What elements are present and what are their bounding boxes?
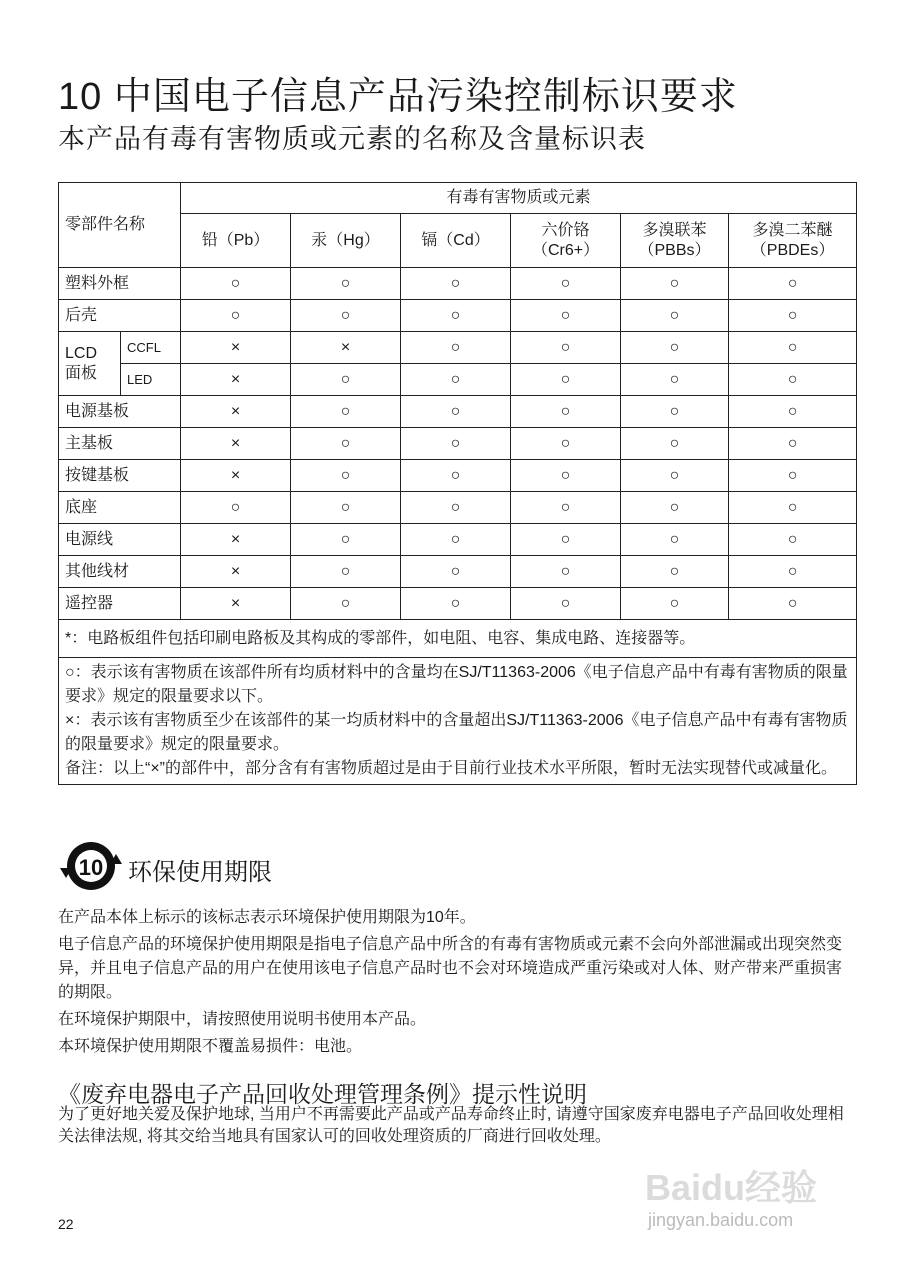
substance-cell: ○ [511,492,621,524]
substance-cell: ○ [621,364,729,396]
substance-cell: × [181,556,291,588]
part-name: 遥控器 [59,588,181,620]
substance-cell: × [291,332,401,364]
note-circle: ○：表示该有害物质在该部件所有均质材料中的含量均在SJ/T11363-2006《电子信息产品中有毒有害物质的限量要求》规定的限量要求以下。 [65,664,848,705]
substance-cell: ○ [729,588,857,620]
column-header: 铅（Pb） [181,214,291,268]
substance-cell: ○ [621,268,729,300]
footnote: *：电路板组件包括印刷电路板及其构成的零部件，如电阻、电容、集成电路、连接器等。 [59,620,857,658]
substance-cell: ○ [291,428,401,460]
part-name: 底座 [59,492,181,524]
substance-cell: ○ [401,460,511,492]
table-row [59,300,857,332]
substance-cell: × [181,428,291,460]
recycle-heading: 《废弃电器电子产品回收处理管理条例》提示性说明 [58,1081,587,1107]
lcd-panel-label: LCD 面板 [59,332,121,396]
substance-cell: ○ [729,364,857,396]
part-name: 其他线材 [59,556,181,588]
substance-cell: ○ [291,364,401,396]
substance-cell: ○ [511,428,621,460]
substance-cell: ○ [181,492,291,524]
table-row [59,428,857,460]
note-cross: ×：表示该有害物质至少在该部件的某一均质材料中的含量超出SJ/T11363-2006《电子信息产品中有毒有害物质的限量要求》规定的限量要求。 [65,712,848,753]
substance-cell: ○ [621,556,729,588]
watermark-url: jingyan.baidu.com [648,1210,794,1230]
substance-cell: ○ [621,460,729,492]
table-row [59,364,857,396]
table-row [59,588,857,620]
substance-cell: ○ [511,396,621,428]
substance-cell: ○ [729,396,857,428]
recycle-text: 为了更好地关爱及保护地球, 当用户不再需要此产品或产品寿命终止时, 请遵守国家废弃电器电子产品回收处理相关法律法规, 将其交给当地具有国家认可的回收处理资质的厂商进行回收处理。 [58,1106,844,1145]
part-name: CCFL [121,332,181,364]
substance-cell: ○ [291,460,401,492]
substance-cell: ○ [401,268,511,300]
substance-cell: ○ [511,332,621,364]
substance-cell: ○ [291,556,401,588]
column-header: 六价铬 （Cr6+） [511,214,621,268]
table-row [59,556,857,588]
substance-cell: ○ [401,300,511,332]
substance-cell: × [181,332,291,364]
substance-cell: × [181,524,291,556]
substance-cell: ○ [511,588,621,620]
substance-cell: ○ [621,300,729,332]
logo-number: 10 [78,855,104,880]
part-name: 电源基板 [59,396,181,428]
column-header: 多溴二苯醚 （PBDEs） [729,214,857,268]
column-header: 汞（Hg） [291,214,401,268]
epup-paragraph: 在环境保护期限中，请按照使用说明书使用本产品。 [58,1011,427,1028]
table-row [59,460,857,492]
part-name: 按键基板 [59,460,181,492]
table-row [59,492,857,524]
part-name: 主基板 [59,428,181,460]
table-row [59,524,857,556]
substance-cell: ○ [729,300,857,332]
epup-paragraph: 电子信息产品的环境保护使用期限是指电子信息产品中所含的有毒有害物质或元素不会向外部泄漏或出现突然变异，并且电子信息产品的用户在使用该电子信息产品时也不会对环境造成严重污染或对人体、财产带来严重损害的期限。 [58,936,843,1001]
part-name: 后壳 [59,300,181,332]
table-row [59,332,857,364]
epup-paragraph: 本环境保护使用期限不覆盖易损件：电池。 [58,1038,363,1055]
substance-cell: ○ [401,524,511,556]
epup-heading: 环保使用期限 [128,859,272,886]
column-header: 多溴联苯 （PBBs） [621,214,729,268]
substance-cell: ○ [729,556,857,588]
substance-cell: ○ [401,588,511,620]
substance-cell: × [181,460,291,492]
part-name: 电源线 [59,524,181,556]
table-row [59,396,857,428]
substance-cell: ○ [511,524,621,556]
substance-cell: ○ [621,492,729,524]
substance-cell: ○ [729,428,857,460]
substance-cell: ○ [181,300,291,332]
substance-cell: ○ [291,300,401,332]
hazardous-substance-table [58,182,857,785]
substance-cell: ○ [291,524,401,556]
part-name: 塑料外框 [59,268,181,300]
substance-cell: ○ [401,556,511,588]
epup-10-logo-icon [58,838,124,894]
substance-cell: ○ [401,492,511,524]
substance-cell: ○ [181,268,291,300]
epup-paragraph: 在产品本体上标示的该标志表示环境保护使用期限为10年。 [58,909,476,926]
page-number: 22 [58,1216,74,1232]
substance-cell: ○ [401,364,511,396]
table-row [59,268,857,300]
substance-cell: × [181,364,291,396]
substance-cell: ○ [511,460,621,492]
substance-cell: ○ [291,396,401,428]
part-header: 零部件名称 [59,183,181,268]
substance-cell: ○ [401,332,511,364]
watermark-logo: Baidu经验 [645,1167,818,1208]
substance-cell: ○ [291,588,401,620]
substance-cell: ○ [401,428,511,460]
substance-cell: × [181,588,291,620]
part-name: LED [121,364,181,396]
group-header: 有毒有害物质或元素 [181,183,857,214]
substance-cell: ○ [621,332,729,364]
substance-cell: ○ [729,332,857,364]
substance-cell: ○ [511,364,621,396]
page-subtitle: 本产品有毒有害物质或元素的名称及含量标识表 [58,124,646,154]
substance-cell: ○ [621,524,729,556]
substance-cell: ○ [729,492,857,524]
substance-cell: ○ [729,460,857,492]
substance-cell: ○ [621,428,729,460]
substance-cell: ○ [511,556,621,588]
substance-cell: ○ [511,268,621,300]
column-header: 镉（Cd） [401,214,511,268]
substance-cell: × [181,396,291,428]
substance-cell: ○ [291,268,401,300]
substance-cell: ○ [291,492,401,524]
substance-cell: ○ [729,268,857,300]
legend-notes [59,658,857,785]
substance-cell: ○ [511,300,621,332]
note-remark: 备注：以上“×”的部件中，部分含有有害物质超过是由于目前行业技术水平所限，暂时无法实现替代或减量化。 [65,760,838,777]
substance-cell: ○ [621,396,729,428]
substance-cell: ○ [401,396,511,428]
substance-cell: ○ [621,588,729,620]
substance-cell: ○ [729,524,857,556]
page-title: 10 中国电子信息产品污染控制标识要求 [58,76,738,118]
epup-body [58,906,848,1059]
